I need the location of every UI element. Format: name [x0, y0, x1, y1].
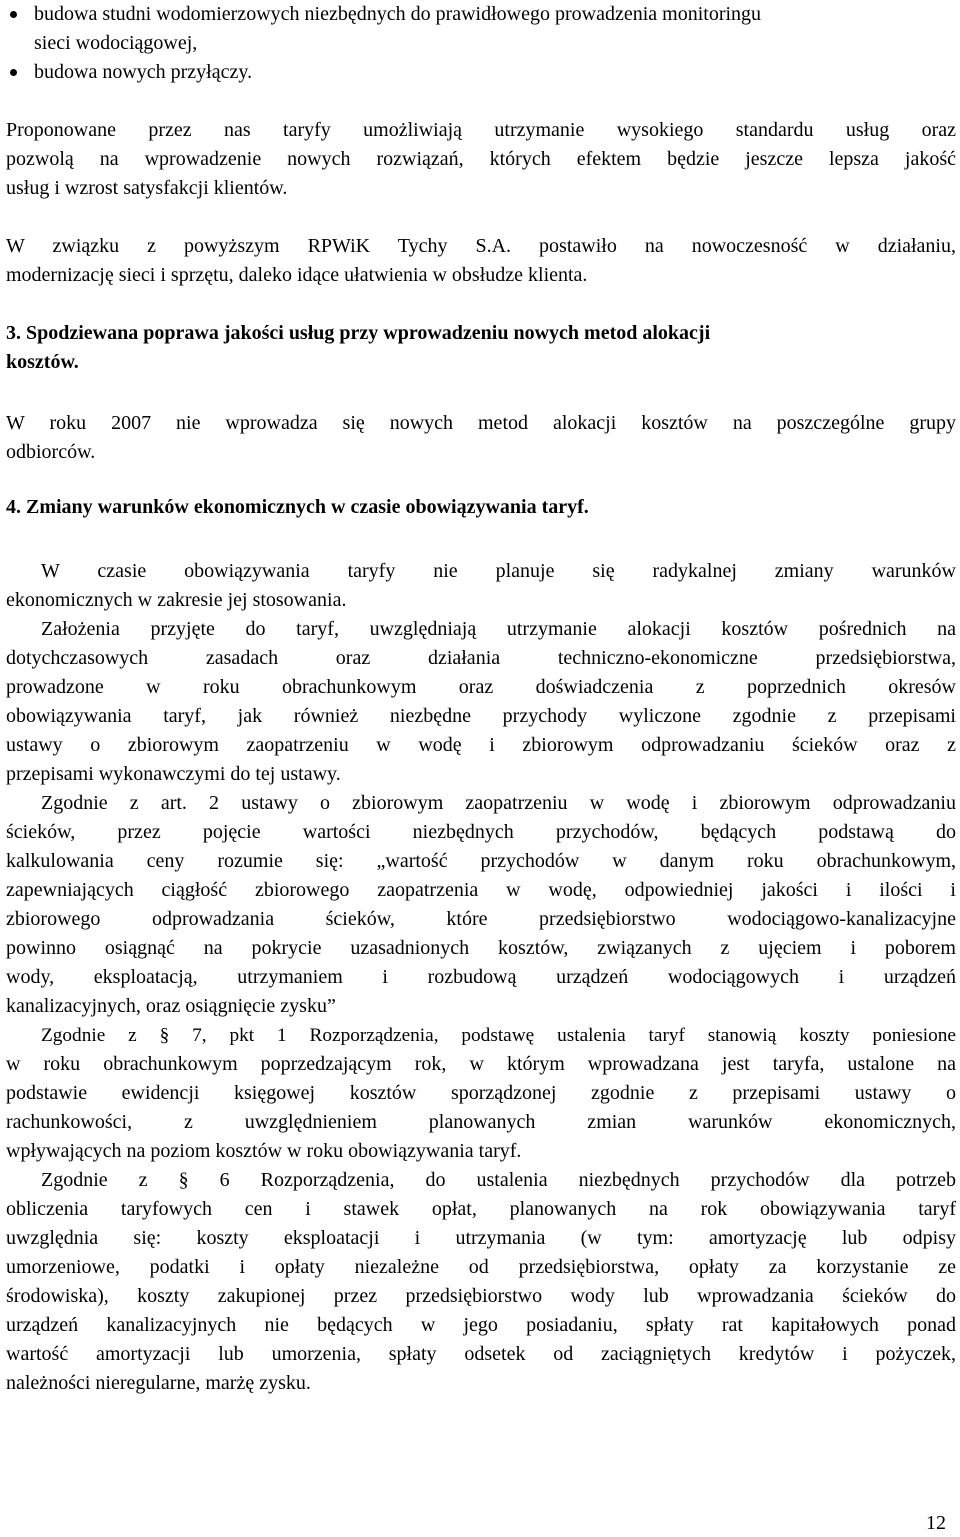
paragraph-line: pozwolą na wprowadzenie nowych rozwiązań, których efektem będzie jeszcze lepsza jakość	[6, 148, 956, 170]
section-heading-3: 3. Spodziewana poprawa jakości usług przy wprowadzeniu nowych metod alokacji	[6, 322, 711, 344]
paragraph-line: ustawy o zbiorowym zaopatrzeniu w wodę i zbiorowym odprowadzaniu ścieków oraz z	[6, 734, 956, 756]
paragraph-line: kanalizacyjnych, oraz osiągnięcie zysku”	[6, 995, 336, 1017]
bullet-dot	[10, 69, 17, 76]
paragraph-line: podstawie ewidencji księgowej kosztów sporządzonej zgodnie z przepisami ustawy o	[6, 1082, 956, 1104]
paragraph-line: zapewniających ciągłość zbiorowego zaopatrzenia w wodę, odpowiedniej jakości i ilości i	[6, 879, 956, 901]
paragraph-line: obowiązywania taryf, jak również niezbędne przychody wyliczone zgodnie z przepisami	[6, 705, 956, 727]
paragraph-line: Zgodnie z § 6 Rozporządzenia, do ustalenia niezbędnych przychodów dla potrzeb	[41, 1169, 956, 1191]
paragraph-line: W czasie obowiązywania taryfy nie planuje się radykalnej zmiany warunków	[41, 560, 956, 582]
paragraph-line: wartość amortyzacji lub umorzenia, spłaty odsetek od zaciągniętych kredytów i pożyczek,	[6, 1343, 956, 1365]
paragraph-line: wpływających na poziom kosztów w roku obowiązywania taryf.	[6, 1140, 522, 1162]
section-heading-4: 4. Zmiany warunków ekonomicznych w czasie obowiązywania taryf.	[6, 496, 589, 518]
paragraph-line: Proponowane przez nas taryfy umożliwiają utrzymanie wysokiego standardu usług oraz	[6, 119, 956, 141]
bullet-dot	[10, 11, 17, 18]
paragraph-line: modernizację sieci i sprzętu, daleko idące ułatwienia w obsłudze klienta.	[6, 264, 588, 286]
paragraph-line: obliczenia taryfowych cen i stawek opłat, planowanych na rok obowiązywania taryf	[6, 1198, 956, 1220]
bullet-item-1-line-1: budowa studni wodomierzowych niezbędnych do prawidłowego prowadzenia monitoringu	[34, 3, 762, 25]
paragraph-line: ścieków, przez pojęcie wartości niezbędnych przychodów, będących podstawą do	[6, 821, 956, 843]
paragraph-line: zbiorowego odprowadzania ścieków, które przedsiębiorstwo wodociągowo-kanalizacyjne	[6, 908, 956, 930]
bullet-item-1-line-2: sieci wodociągowej,	[34, 32, 198, 54]
paragraph-line: powinno osiągnąć na pokrycie uzasadnionych kosztów, związanych z ujęciem i poborem	[6, 937, 956, 959]
paragraph-line: usług i wzrost satysfakcji klientów.	[6, 177, 288, 199]
paragraph-line: w roku obrachunkowym poprzedzającym rok, w którym wprowadzana jest taryfa, ustalone na	[6, 1053, 956, 1075]
paragraph-line: prowadzone w roku obrachunkowym oraz doświadczenia z poprzednich okresów	[6, 676, 956, 698]
section-heading-3: kosztów.	[6, 351, 79, 373]
paragraph-line: środowiska), koszty zakupionej przez przedsiębiorstwo wody lub wprowadzania ścieków do	[6, 1285, 956, 1307]
paragraph-line: W związku z powyższym RPWiK Tychy S.A. postawiło na nowoczesność w działaniu,	[6, 235, 956, 257]
bullet-item-2-line-1: budowa nowych przyłączy.	[34, 61, 253, 83]
paragraph-line: umorzeniowe, podatki i opłaty niezależne od przedsiębiorstwa, opłaty za korzystanie ze	[6, 1256, 956, 1278]
paragraph-line: Zgodnie z § 7, pkt 1 Rozporządzenia, podstawę ustalenia taryf stanowią koszty poniesione	[41, 1025, 956, 1046]
page-number: 12	[926, 1512, 946, 1534]
paragraph-line: dotychczasowych zasadach oraz działania techniczno-ekonomiczne przedsiębiorstwa,	[6, 647, 956, 669]
paragraph-line: Zgodnie z art. 2 ustawy o zbiorowym zaopatrzeniu w wodę i zbiorowym odprowadzaniu	[41, 792, 956, 814]
paragraph-line: ekonomicznych w zakresie jej stosowania.	[6, 589, 347, 611]
paragraph-line: uwzględnia się: koszty eksploatacji i utrzymania (w tym: amortyzację lub odpisy	[6, 1227, 956, 1249]
paragraph-line: odbiorców.	[6, 441, 96, 463]
paragraph-line: należności nieregularne, marżę zysku.	[6, 1372, 311, 1394]
paragraph-line: przepisami wykonawczymi do tej ustawy.	[6, 763, 341, 785]
paragraph-line: Założenia przyjęte do taryf, uwzględniają utrzymanie alokacji kosztów pośrednich na	[41, 618, 956, 640]
paragraph-line: rachunkowości, z uwzględnieniem planowanych zmian warunków ekonomicznych,	[6, 1111, 956, 1133]
paragraph-line: W roku 2007 nie wprowadza się nowych metod alokacji kosztów na poszczególne grupy	[6, 412, 956, 434]
paragraph-line: wody, eksploatacją, utrzymaniem i rozbudową urządzeń wodociągowych i urządzeń	[6, 966, 956, 988]
paragraph-line: kalkulowania ceny rozumie się: „wartość przychodów w danym roku obrachunkowym,	[6, 850, 956, 872]
paragraph-line: urządzeń kanalizacyjnych nie będących w jego posiadaniu, spłaty rat kapitałowych ponad	[6, 1314, 956, 1336]
